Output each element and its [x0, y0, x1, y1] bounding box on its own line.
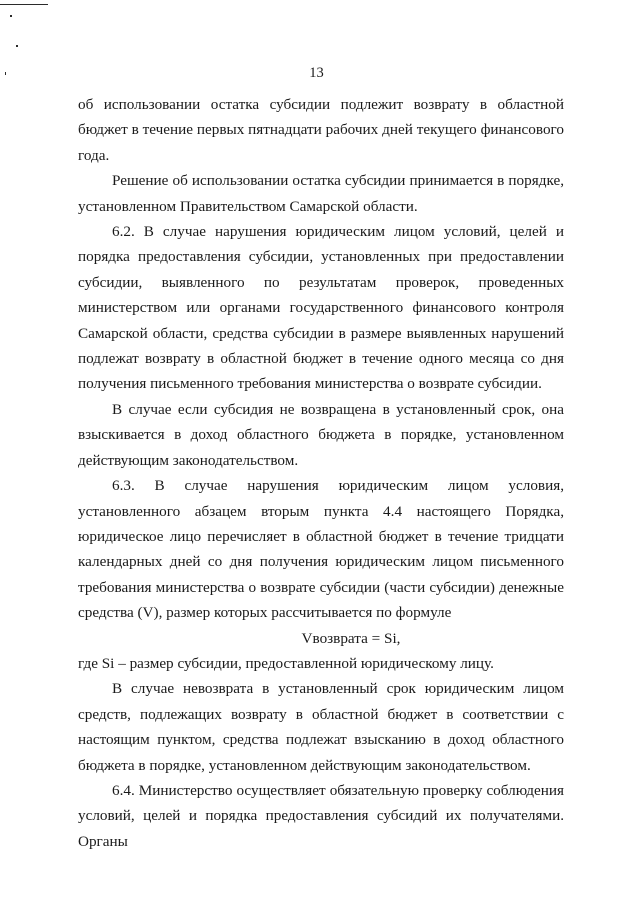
page-number: 13	[309, 65, 324, 81]
paragraph: В случае невозврата в установленный срок юридическим лицом средств, подлежащих возврату в областной бюджет в соответствии с настоящим пунктом, средства подлежат взысканию в доход областного бюджета в порядке, установленном действующим законодательством.	[78, 680, 564, 774]
scan-artifact-dot	[16, 45, 18, 47]
paragraph-formula-explanation: где Si – размер субсидии, предоставленной юридическому лицу.	[78, 654, 494, 672]
paragraph: Решение об использовании остатка субсидии принимается в порядке, установленном Правительством Самарской области.	[78, 172, 564, 215]
paragraph-section-6-3: 6.3. В случае нарушения юридическим лицом условия, установленного абзацем вторым пункта 4.4 настоящего Порядка, юридическое лицо перечисляет в областной бюджет в течение тридцати календарных дней со дня получения юридическим лицом письменного требования министерства о возврате субсидии (части субсидии) денежные средства (V), размер которых рассчитывается по формуле	[78, 477, 564, 622]
paragraph: В случае если субсидия не возвращена в установленный срок, она взыскивается в доход областного бюджета в порядке, установленном действующим законодательством.	[78, 400, 564, 469]
paragraph: об использовании остатка субсидии подлежит возврату в областной бюджет в течение первых пятнадцати рабочих дней текущего финансового года.	[78, 96, 564, 164]
formula: Vвозврата = Si,	[301, 629, 401, 647]
paragraph-section-6-4: 6.4. Министерство осуществляет обязательную проверку соблюдения условий, целей и порядка предоставления субсидий их получателями. Органы	[78, 781, 564, 850]
paragraph-section-6-2: 6.2. В случае нарушения юридическим лицом условий, целей и порядка предоставления субсидии, установленных при предоставлении субсидии, выявленного по результатам проверок, проведенных министерством или органами государственного финансового контроля Самарской области, средства субсидии в размере выявленных нарушений подлежат возврату в областной бюджет в течение одного месяца со дня получения письменного требования министерства о возврате субсидии.	[78, 223, 564, 393]
scan-artifact-line	[0, 4, 48, 5]
scan-artifact-dot	[10, 15, 12, 17]
document-body	[78, 92, 564, 854]
